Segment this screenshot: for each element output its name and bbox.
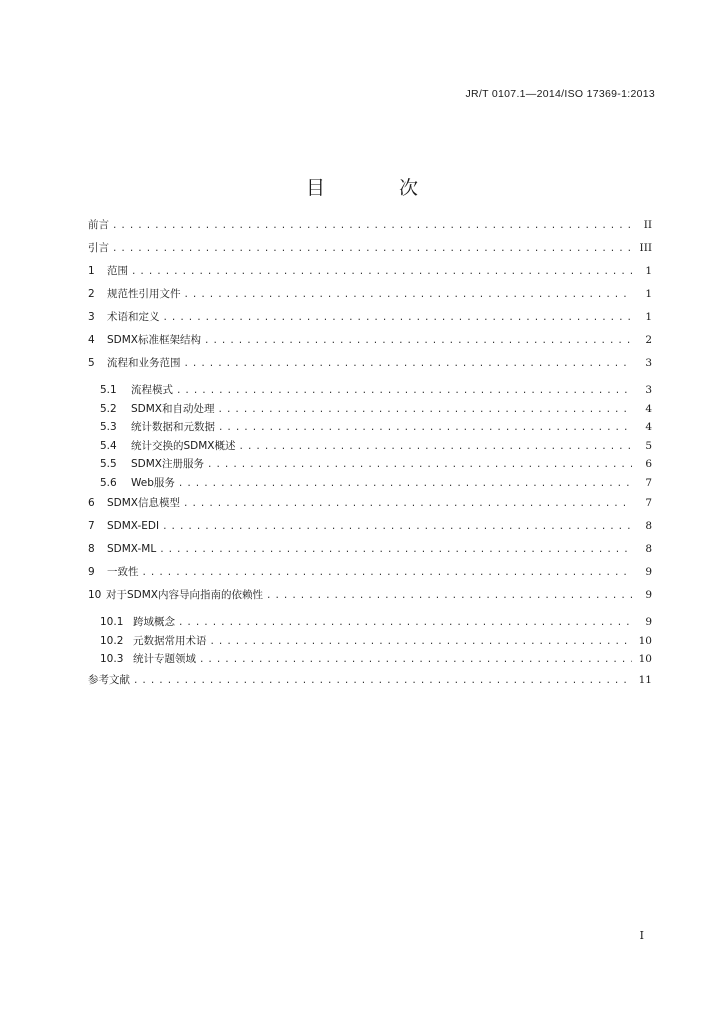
- toc-entry-number: 8: [88, 543, 95, 555]
- toc-entry[interactable]: [88, 458, 652, 477]
- toc-entry-number: 10: [88, 589, 102, 601]
- toc-entry-label: 参考文献: [88, 673, 130, 686]
- toc-entry-label: 统计数据和元数据: [131, 421, 215, 433]
- toc-entry-label: SDMX信息模型: [107, 497, 181, 509]
- toc-entry[interactable]: [88, 384, 652, 403]
- toc-leader-dots: [178, 478, 632, 491]
- toc-entry-label: SDMX标准框架结构: [107, 334, 202, 346]
- toc-entry-page: 8: [645, 520, 652, 532]
- toc-entry-page: 3: [645, 357, 652, 369]
- toc-entry-page: 9: [645, 566, 652, 578]
- toc-entry-label: SDMX-EDI: [107, 520, 160, 532]
- toc-leader-dots: [142, 567, 633, 580]
- toc-entry-number: 10.1: [100, 616, 124, 628]
- toc-entry[interactable]: [88, 242, 652, 265]
- toc-entry-label: 一致性: [107, 566, 139, 578]
- page-number: I: [639, 929, 644, 942]
- toc-leader-dots: [112, 243, 632, 256]
- toc-leader-dots: [266, 590, 632, 603]
- toc-entry-label: 流程和业务范围: [107, 357, 181, 369]
- toc-entry-label: 跨域概念: [133, 616, 175, 628]
- toc-entry-page: 2: [645, 334, 652, 346]
- toc-entry[interactable]: [88, 674, 652, 697]
- toc-leader-dots: [131, 266, 632, 279]
- toc-entry-label: 术语和定义: [107, 311, 160, 323]
- toc-leader-dots: [159, 544, 632, 557]
- toc-entry-page: 10: [638, 653, 652, 665]
- toc-entry[interactable]: [88, 635, 652, 654]
- toc-leader-dots: [183, 498, 632, 511]
- toc-entry-page: 7: [645, 476, 652, 489]
- toc-entry-number: 1: [88, 265, 95, 277]
- toc-entry-label: SDMX注册服务: [131, 458, 205, 470]
- toc-entry-number: 5.5: [100, 458, 117, 470]
- toc-leader-dots: [112, 220, 632, 233]
- toc-entry-label: 范围: [107, 265, 128, 277]
- toc-leader-dots: [204, 335, 632, 348]
- toc-entry-number: 10.2: [100, 634, 124, 647]
- toc-entry-page: 4: [645, 421, 652, 433]
- toc-entry[interactable]: [88, 219, 652, 242]
- toc-entry[interactable]: [88, 440, 652, 459]
- toc-entry-page: 1: [645, 265, 652, 277]
- toc-entry-label: 前言: [88, 219, 109, 231]
- toc-entry[interactable]: [88, 653, 652, 672]
- toc-entry-label: 元数据常用术语: [133, 634, 207, 647]
- toc-entry-label: 统计交换的SDMX概述: [131, 439, 236, 452]
- toc-entry-page: 10: [638, 634, 652, 647]
- toc-entry-label: 规范性引用文件: [107, 288, 181, 300]
- toc-entry-page: 1: [645, 311, 652, 323]
- toc-entry-label: 流程模式: [131, 384, 173, 396]
- toc-entry[interactable]: [88, 357, 652, 380]
- toc-entry-label: Web服务: [131, 476, 175, 489]
- toc-leader-dots: [184, 289, 633, 302]
- toc-leader-dots: [133, 675, 632, 688]
- toc-entry-label: 统计专题领域: [133, 653, 196, 665]
- toc-entry-number: 7: [88, 520, 95, 532]
- toc-entry-page: 1: [645, 288, 652, 300]
- toc-entry-number: 6: [88, 497, 95, 509]
- toc-leader-dots: [199, 654, 632, 667]
- toc-entry-label: SDMX-ML: [107, 543, 157, 555]
- toc-entry-number: 5.2: [100, 402, 117, 415]
- toc-entry-number: 5.1: [100, 384, 117, 396]
- toc-entry-page: II: [643, 219, 652, 231]
- toc-entry[interactable]: [88, 311, 652, 334]
- toc-entry[interactable]: [88, 589, 652, 612]
- toc-entry-number: 9: [88, 566, 95, 578]
- toc-entry-label: SDMX和自动处理: [131, 402, 215, 415]
- toc-entry[interactable]: [88, 520, 652, 543]
- toc-leader-dots: [162, 521, 632, 534]
- toc-leader-dots: [218, 404, 632, 417]
- toc-entry-number: 5: [88, 357, 95, 369]
- toc-entry-number: 5.4: [100, 439, 117, 452]
- toc-entry-page: 11: [638, 673, 652, 686]
- toc-entry-page: 3: [645, 384, 652, 396]
- toc-entry[interactable]: [88, 421, 652, 440]
- toc-entry[interactable]: [88, 403, 652, 422]
- toc-entry-number: 4: [88, 334, 95, 346]
- toc-entry[interactable]: [88, 497, 652, 520]
- toc-entry[interactable]: [88, 265, 652, 288]
- toc-entry-page: 9: [645, 589, 652, 601]
- toc-entry-page: III: [639, 242, 652, 254]
- page-title: 目 次: [305, 176, 453, 199]
- toc-entry-page: 4: [645, 402, 652, 415]
- toc-entry-number: 10.3: [100, 653, 124, 665]
- toc-entry-page: 6: [645, 458, 652, 470]
- toc-entry-number: 2: [88, 288, 95, 300]
- toc-entry-number: 5.3: [100, 421, 117, 433]
- toc-entry[interactable]: [88, 477, 652, 496]
- toc-entry[interactable]: [88, 616, 652, 635]
- toc-leader-dots: [218, 422, 632, 435]
- toc-entry-label: 引言: [88, 242, 109, 254]
- toc-leader-dots: [207, 459, 632, 472]
- toc-entry[interactable]: [88, 334, 652, 357]
- toc-entry-page: 9: [645, 616, 652, 628]
- toc-entry[interactable]: [88, 566, 652, 589]
- toc-entry-number: 3: [88, 311, 95, 323]
- toc-entry[interactable]: [88, 543, 652, 566]
- toc-entry-page: 7: [645, 497, 652, 509]
- toc-entry-number: 5.6: [100, 476, 117, 489]
- toc-entry-page: 5: [645, 439, 652, 452]
- toc-entry[interactable]: [88, 288, 652, 311]
- toc-leader-dots: [210, 636, 633, 649]
- toc-leader-dots: [239, 441, 632, 454]
- toc-leader-dots: [176, 385, 632, 398]
- toc-entry-label: 对于SDMX内容导向指南的依赖性: [106, 589, 264, 601]
- toc-leader-dots: [163, 312, 633, 325]
- toc-entry-page: 8: [645, 543, 652, 555]
- standard-code: JR/T 0107.1—2014/ISO 17369-1:2013: [465, 88, 655, 100]
- table-of-contents: [88, 219, 652, 697]
- toc-leader-dots: [184, 358, 633, 371]
- toc-leader-dots: [178, 617, 632, 630]
